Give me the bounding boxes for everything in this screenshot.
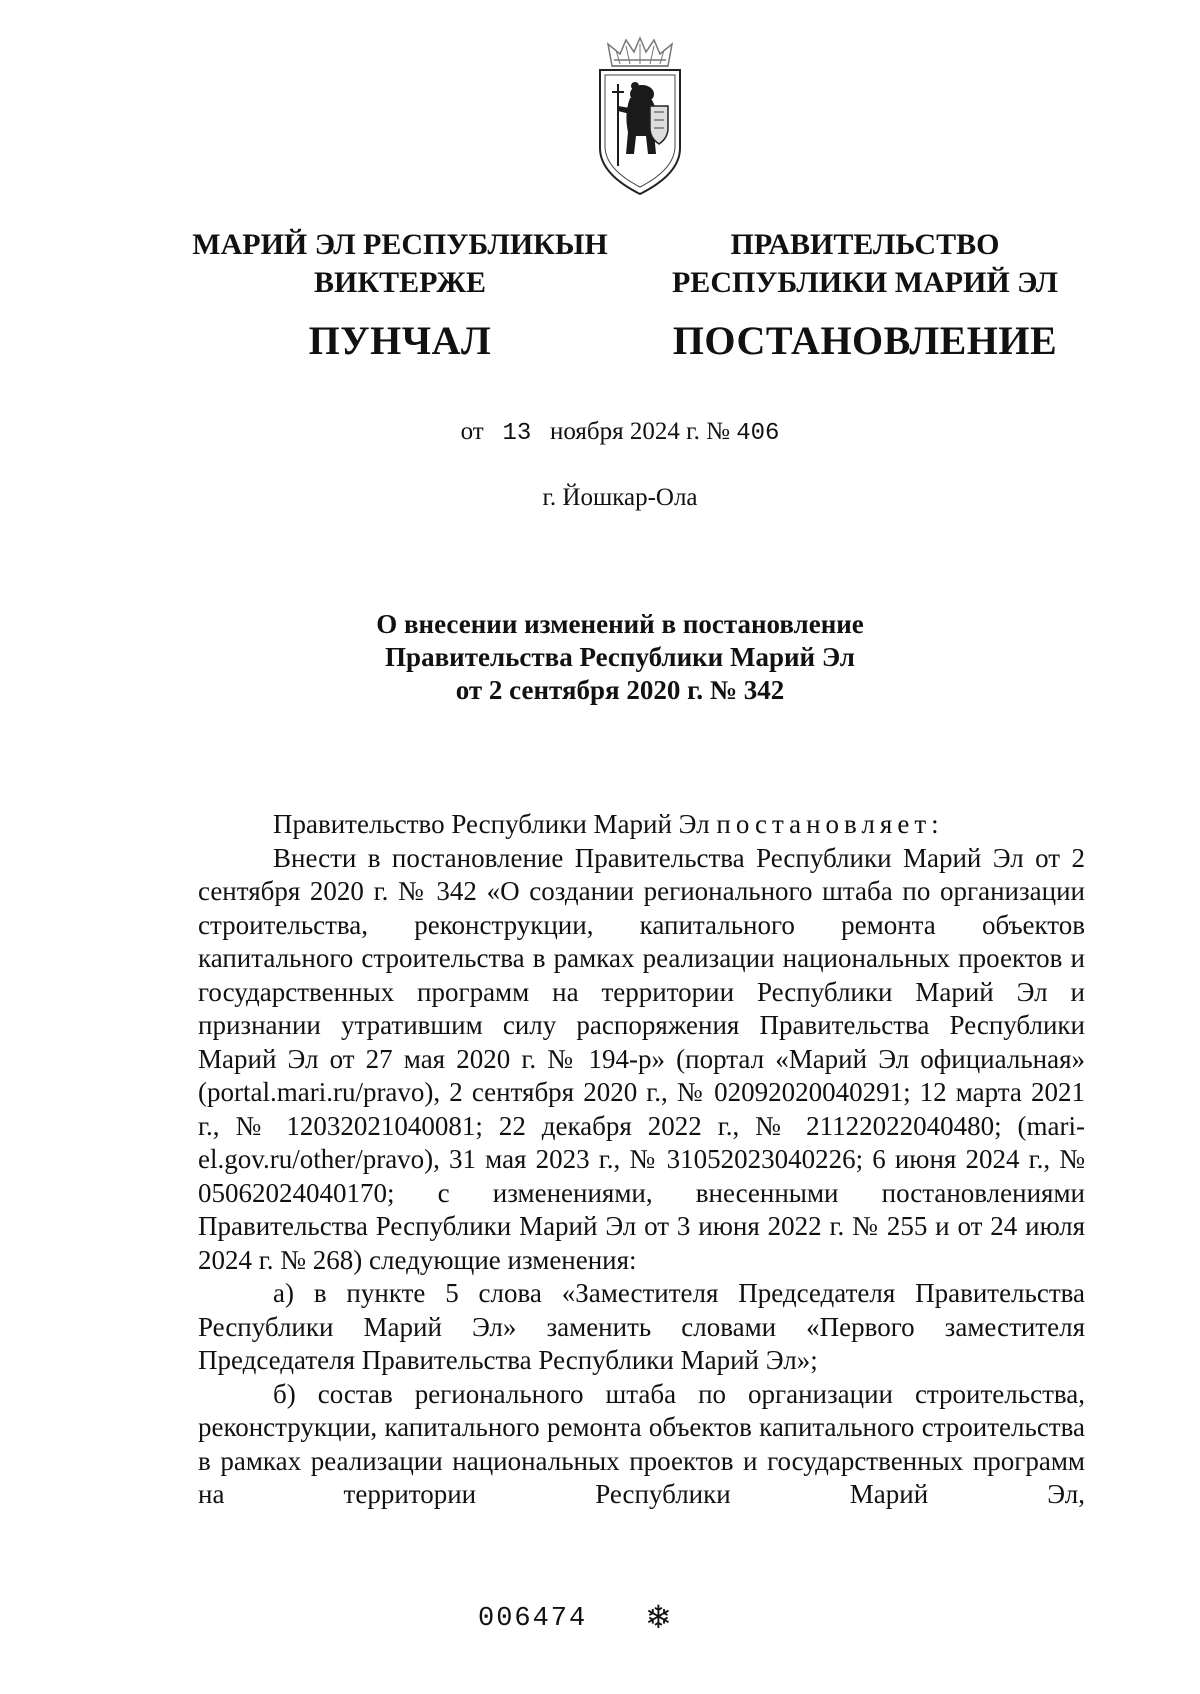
header-left-line2: ВИКТЕРЖЕ xyxy=(313,266,487,299)
date-line xyxy=(380,418,860,447)
document-body xyxy=(198,808,1085,1512)
item-a-paragraph: а) в пункте 5 слова «Заместителя Председателя Правительства Республики Марий Эл» заменить словами «Первого заместителя Председателя Правительства Республики Марий Эл»; xyxy=(198,1278,1085,1375)
snowflake-mark-icon: ❄ xyxy=(645,1599,672,1635)
main-paragraph: Внести в постановление Правительства Республики Марий Эл от 2 сентября 2020 г. № 342 «О создании регионального штаба по организации строительства, реконструкции, капитального ремонта объектов капитального строительства в рамках реализации национальных проектов и государственных программ на территории Республики Марий Эл и признании утратившим силу распоряжения Правительства Республики Марий Эл от 27 мая 2020 г. № 194-р» (портал «Марий Эл официальная» (portal.mari.ru/pravo), 2 сентября 2020 г., № 02092020040291; 12 марта 2021 г., № 12032021040081; 22 декабря 2022 г., № 21122022040480; (mari-el.gov.ru/other/pravo), 31 мая 2023 г., № 31052023040226; 6 июня 2024 г., № 05062024040170; с изменениями, внесенными постановлениями Правительства Республики Марий Эл от 3 июня 2022 г. № 255 и от 24 июля 2024 г. № 268) следующие изменения: xyxy=(198,842,1085,1275)
intro-paragraph xyxy=(198,808,1085,842)
serial-number: 006474 xyxy=(478,1604,588,1634)
intro-start: Правительство Республики Марий Эл xyxy=(273,809,717,839)
header-left-line1: МАРИЙ ЭЛ РЕСПУБЛИКЫН xyxy=(192,228,608,261)
header-left-doc-type: ПУНЧАЛ xyxy=(308,318,492,363)
item-b-paragraph: б) состав регионального штаба по организации строительства, реконструкции, капитального ремонта объектов капитального строительства в рамках реализации национальных проектов и государственных программ на территории Республики Марий Эл, xyxy=(198,1378,1085,1509)
coat-of-arms-icon xyxy=(590,36,690,198)
title-line1: О внесении изменений в постановление xyxy=(376,609,864,639)
document-title xyxy=(300,608,940,707)
title-line3: от 2 сентября 2020 г. № 342 xyxy=(455,675,785,705)
header-right-doc-type: ПОСТАНОВЛЕНИЕ xyxy=(672,318,1058,363)
date-day: 13 xyxy=(502,420,532,447)
header-right-line2: РЕСПУБЛИКИ МАРИЙ ЭЛ xyxy=(671,266,1058,299)
header-right-line1: ПРАВИТЕЛЬСТВО xyxy=(730,228,1000,261)
date-month-year: ноября 2024 г. № xyxy=(550,418,730,445)
city: г. Йошкар-Ола xyxy=(542,484,698,511)
date-prefix: от xyxy=(460,418,484,445)
crown-icon xyxy=(608,38,672,66)
document-number: 406 xyxy=(736,420,780,447)
header-right xyxy=(670,226,1060,363)
title-line2: Правительства Республики Марий Эл xyxy=(385,642,855,672)
header-left xyxy=(175,226,625,363)
intro-spaced: постановляет: xyxy=(716,809,944,839)
